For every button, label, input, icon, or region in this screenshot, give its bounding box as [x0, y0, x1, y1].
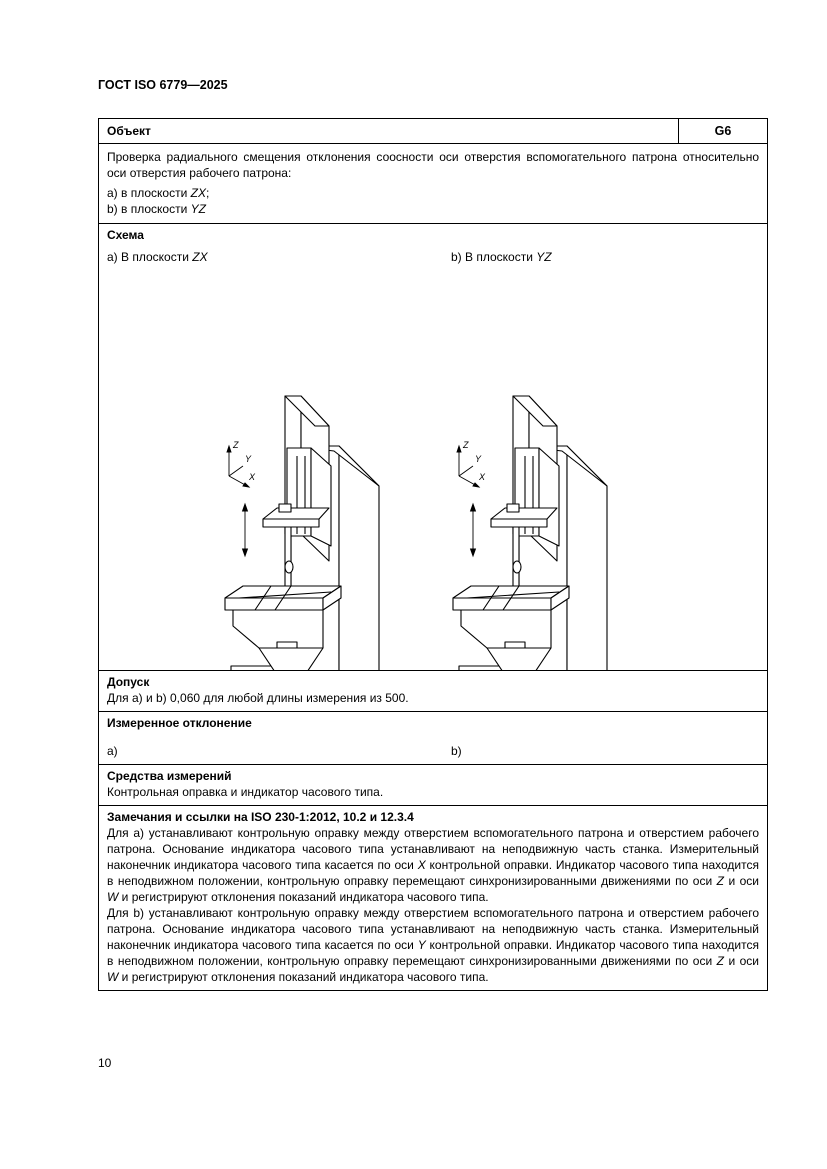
axis-label-x: X: [479, 472, 486, 482]
instruments-section: [99, 764, 767, 805]
remarks-a-part-2: контрольной оправки. Индикатор часового типа находится в неподвижном положении, контрольную оправку перемещают синхронизированными движениями по оси: [107, 858, 759, 888]
measured-label: Измеренное отклонение: [107, 716, 252, 730]
instruments-label: Средства измерений: [107, 769, 232, 783]
caption-a-prefix: a) В плоскости: [107, 250, 193, 264]
remarks-paragraph-a: [107, 825, 759, 905]
item-a-prefix: a) в плоскости: [107, 186, 191, 200]
measured-a: a): [107, 744, 118, 758]
remarks-label: Замечания и ссылки на ISO 230-1:2012, 10.2 и 12.3.4: [107, 810, 414, 824]
scheme-label: Схема: [107, 228, 144, 242]
measured-values: [107, 743, 759, 759]
remarks-a-axis-3: W: [107, 890, 119, 904]
scheme-section: [99, 223, 767, 670]
axis-label-y: Y: [245, 454, 252, 464]
remarks-a-part-4: и регистрируют отклонения показаний индикатора часового типа.: [118, 890, 489, 904]
remarks-b-axis-3: W: [107, 970, 119, 984]
axis-label-y: Y: [475, 454, 482, 464]
remarks-section: [99, 805, 767, 990]
caption-b-plane: YZ: [536, 250, 552, 264]
remarks-a-axis-2: Z: [716, 874, 724, 888]
remarks-b-part-4: и регистрируют отклонения показаний индикатора часового типа.: [118, 970, 489, 984]
vertical-motion-arrow-zx-icon: [243, 504, 248, 556]
instruments-text: Контрольная оправка и индикатор часового типа.: [107, 785, 384, 799]
tolerance-label: Допуск: [107, 675, 150, 689]
axis-label-x: X: [249, 472, 256, 482]
remarks-paragraph-b: [107, 905, 759, 985]
remarks-a-part-3: и оси: [723, 874, 759, 888]
remarks-a-part-1: Для a) устанавливают контрольную оправку между отверстием вспомогательного патрона и отверстием рабочего патрона. Основание индикатора часового типа устанавливают на неподвижную часть станка. Измерительный наконечник индикатора часового типа касается по оси: [107, 826, 759, 872]
axis-triad-yz-icon: [457, 440, 486, 487]
item-b-prefix: b) в плоскости: [107, 202, 191, 216]
object-header-row: [99, 119, 767, 143]
measured-deviation-section: [99, 711, 767, 764]
item-b-plane: YZ: [190, 202, 206, 216]
document-code: ГОСТ ISO 6779—2025: [98, 78, 228, 92]
object-item-b: [107, 201, 759, 217]
remarks-b-part-2: контрольной оправки. Индикатор часового типа находится в неподвижном положении, контрольную оправку перемещают синхронизированными движениями по оси: [107, 938, 759, 968]
page-number: 10: [98, 1056, 112, 1070]
remarks-b-part-3: и оси: [723, 954, 759, 968]
caption-a: [107, 249, 208, 265]
test-sheet-table: [98, 118, 768, 991]
axis-label-z: Z: [233, 440, 239, 450]
object-label: Объект: [107, 124, 151, 138]
remarks-b-axis-1: Y: [417, 938, 426, 952]
caption-b: [451, 249, 552, 265]
machine-drawing-zx: [219, 396, 411, 670]
test-code: G6: [678, 119, 767, 143]
remarks-a-axis-1: X: [417, 858, 426, 872]
machine-drawing-yz: [447, 396, 639, 670]
item-a-plane: ZX: [190, 186, 206, 200]
caption-b-prefix: b) В плоскости: [451, 250, 537, 264]
remarks-b-axis-2: Z: [716, 954, 724, 968]
axis-label-z: Z: [463, 440, 469, 450]
tolerance-text: Для a) и b) 0,060 для любой длины измерения из 500.: [107, 691, 409, 705]
object-item-a: [107, 185, 759, 201]
caption-a-plane: ZX: [192, 250, 208, 264]
remarks-b-part-1: Для b) устанавливают контрольную оправку между отверстием вспомогательного патрона и отверстием рабочего патрона. Основание индикатора часового типа устанавливают на неподвижную часть станка. Измерительный наконечник индикатора часового типа касается по оси: [107, 906, 759, 952]
axis-triad-zx-icon: [227, 440, 256, 487]
object-description-text: Проверка радиального смещения отклонения соосности оси отверстия вспомогательного патрона относительно оси отверстия рабочего патрона:: [107, 150, 759, 180]
tolerance-section: [99, 670, 767, 711]
measured-b: b): [451, 744, 462, 758]
vertical-motion-arrow-yz-icon: [471, 504, 476, 556]
object-description: [99, 143, 767, 223]
item-a-suffix: ;: [205, 186, 210, 200]
machine-diagrams: [99, 224, 767, 670]
